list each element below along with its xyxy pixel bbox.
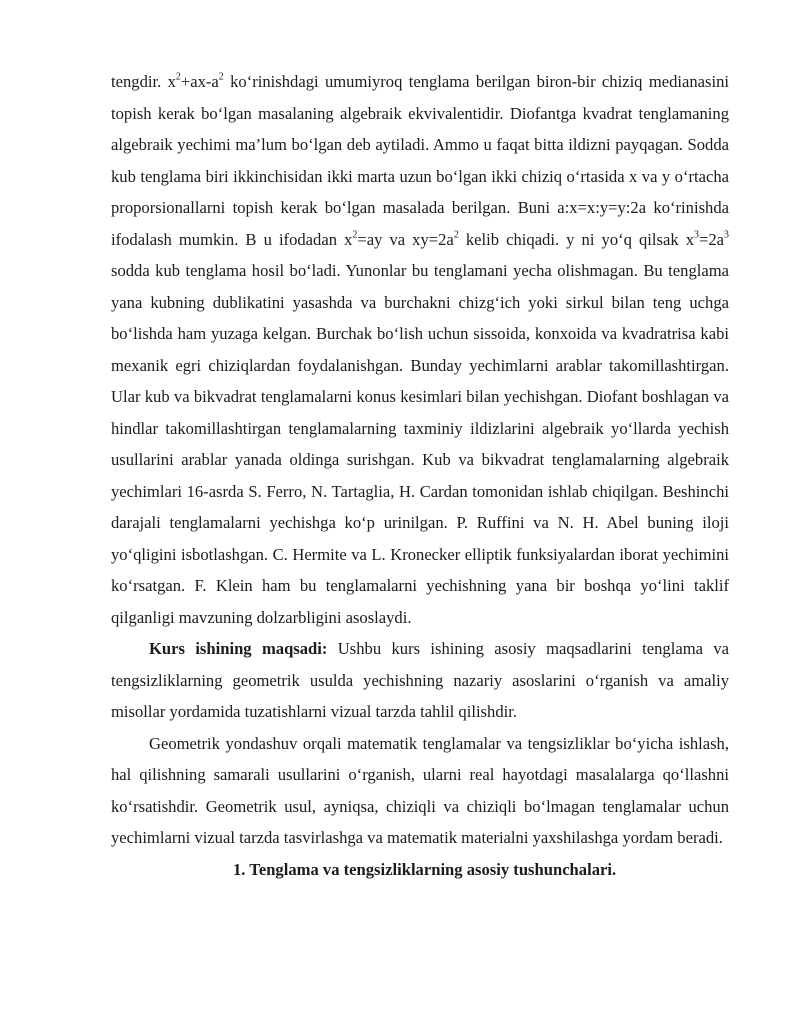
superscript: 3 xyxy=(694,229,700,241)
text-run: kelib chiqadi. y ni yo‘q qilsak x xyxy=(458,229,695,249)
text-run: sodda kub tenglama hosil bo‘ladi. Yunonlar bu tenglamani yecha olishmagan. Bu tenglama yana kubning dublikatini yasashda va burchakni chizg‘ich yoki sirkul bilan teng uchga bo‘lishda ham yuzaga kelgan. Burchak bo‘lish uchun sissoida, konxoida va kvadratrisa kabi mexanik egri chiziqlardan foydalanishgan. Bunday yechimlarni arablar takomillashtirgan. Ular kub va bikvadrat tenglamalarni konus kesimlari bilan yechishgan. Diofant boshlagan va hindlar takomillashtirgan tenglamalarning taxminiy ildizlarini algebraik yo‘llarda yechish usullarini arablar yanada oldinga surishgan. Kub va bikvadrat tenglamalarning algebraik yechimlari 16-asrda S. Ferro, N. Tartaglia, H. Cardan tomonidan ishlab chiqilgan. Beshinchi darajali tenglamalarni yechishga ko‘p urinilgan. P. Ruffini va N. H. Abel buning iloji yo‘qligini isbotlashgan. C. Hermite va L. Kronecker elliptik funksiyalardan iborat yechimini ko‘rsatgan. F. Klein ham bu tenglamalarni yechishning yana bir boshqa yo‘lini taklif qilganligi mavzuning dolzarbligini asoslaydi. xyxy=(111,261,729,627)
text-run: +ax-a xyxy=(180,72,219,91)
superscript: 2 xyxy=(218,71,224,83)
superscript: 3 xyxy=(724,229,730,241)
goal-text: Ushbu kurs ishining asosiy maqsadlarini tenglama va tengsizliklarning geometrik usulda yechishning nazariy asoslarini o‘rganish va amaliy misollar yordamida tuzatishlarni vizual tarzda tahlil qilishdir. xyxy=(111,639,729,721)
paragraph-history xyxy=(111,66,729,633)
superscript: 2 xyxy=(352,229,358,241)
section-heading: 1. Tenglama va tengsizliklarning asosiy tushunchalari. xyxy=(233,859,617,879)
superscript: 2 xyxy=(453,229,459,241)
text-run: =2a xyxy=(699,229,725,249)
paragraph-goal xyxy=(111,633,729,728)
paragraph-approach: Geometrik yondashuv orqali matematik tenglamalar va tengsizliklar bo‘yicha ishlash, hal qilishning samarali usullarini o‘rganish, ularni real hayotdagi masalalarga qo‘llashni ko‘rsatishdir. Geometrik usul, ayniqsa, chiziqli va chiziqli bo‘lmagan tenglamalar uchun yechimlarni vizual tarzda tasvirlashga va matematik materialni yaxshilashga yordam beradi. xyxy=(111,733,729,847)
text-run: tengdir. x xyxy=(111,72,176,91)
superscript: 2 xyxy=(175,71,181,83)
text-run: =ay va xy=2a xyxy=(357,229,454,249)
goal-label: Kurs ishining maqsadi: xyxy=(149,639,328,658)
text-run: ko‘rinishdagi umumiyroq tenglama berilgan biron-bir chiziq medianasini topish kerak bo‘lgan masalaning algebraik ekvivalentidir. Diofantga kvadrat tenglamaning algebraik yechimi ma’lum bo‘lgan deb aytiladi. Ammo u faqat bitta ildizni payqagan. Sodda kub tenglama biri ikkinchisidan ikki marta uzun bo‘lgan ikki chiziq o‘rtasida x va y o‘rtacha proporsionallarni topish kerak bo‘lgan masalada berilgan. Buni a:x=x:y=y:2a ko‘rinishda ifodalash mumkin. B u ifodadan x xyxy=(111,72,730,249)
